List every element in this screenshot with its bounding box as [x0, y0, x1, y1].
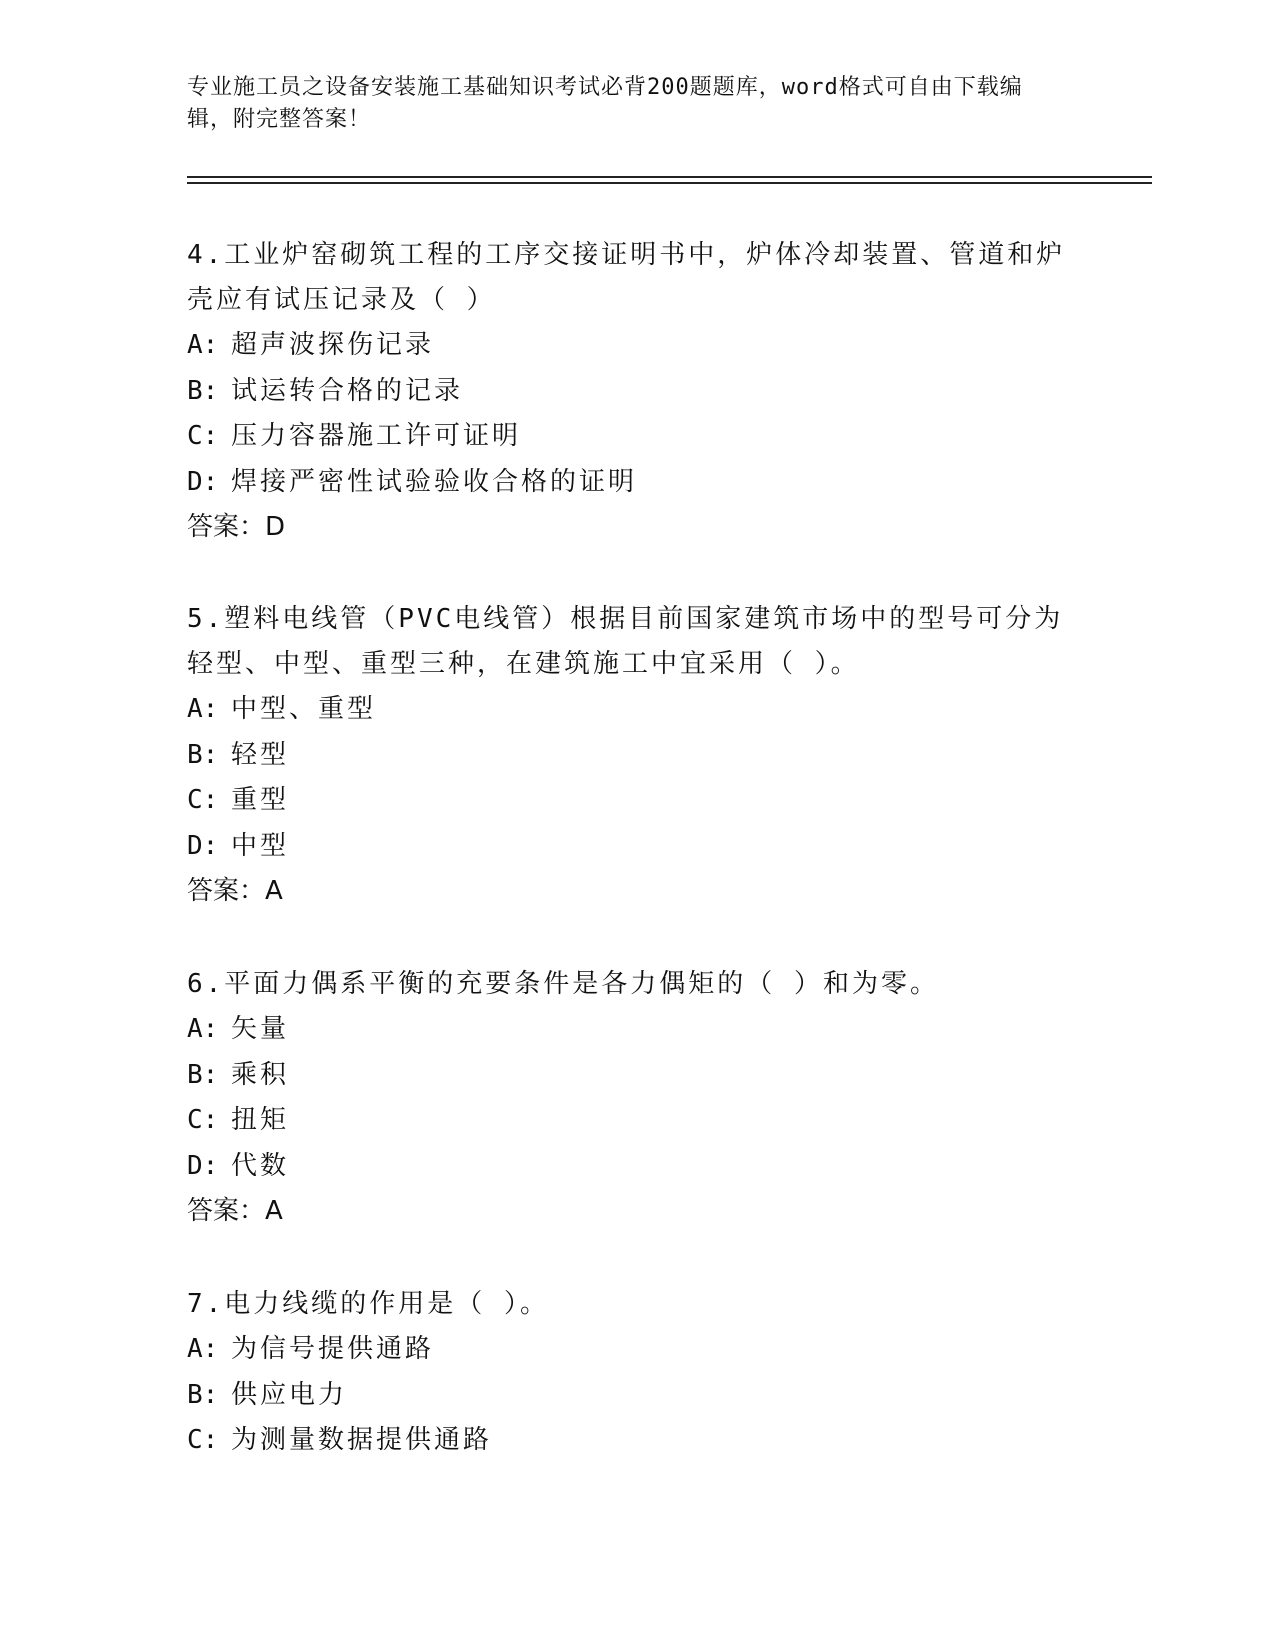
option-letter: C:	[187, 421, 219, 451]
question-5	[187, 597, 1087, 914]
question-stem: 7.电力线缆的作用是（ ）。	[187, 1289, 549, 1319]
option-b	[187, 733, 1087, 779]
option-text: 焊接严密性试验验收合格的证明	[231, 466, 638, 497]
option-letter: C:	[187, 785, 219, 815]
option-text: 为测量数据提供通路	[231, 1425, 493, 1455]
option-letter: B:	[187, 1059, 219, 1090]
option-b	[187, 1373, 1087, 1419]
option-b	[187, 369, 1087, 415]
option-text: 试运转合格的记录	[231, 375, 464, 406]
option-letter: C:	[187, 1425, 219, 1455]
document-header: 专业施工员之设备安装施工基础知识考试必背200题题库，word格式可自由下载编辑，附完整答案！	[187, 75, 1023, 132]
option-letter: D:	[187, 1150, 219, 1181]
option-a	[187, 323, 1087, 369]
question-stem: 6.平面力偶系平衡的充要条件是各力偶矩的（ ）和为零。	[187, 969, 939, 999]
header-divider-bottom	[187, 182, 1152, 184]
option-text: 为信号提供通路	[231, 1334, 435, 1364]
option-letter: B:	[187, 375, 219, 406]
option-text: 超声波探伤记录	[231, 330, 435, 360]
option-text: 中型	[231, 830, 290, 861]
answer-line: 答案：A	[187, 1196, 283, 1226]
answer-line: 答案：D	[187, 512, 286, 542]
option-text: 矢量	[231, 1014, 290, 1044]
option-a	[187, 1007, 1087, 1053]
option-text: 重型	[231, 785, 290, 815]
option-text: 扭矩	[231, 1105, 290, 1135]
question-6	[187, 962, 1087, 1234]
option-c	[187, 1418, 1087, 1464]
option-letter: B:	[187, 739, 219, 770]
option-text: 轻型	[231, 739, 290, 770]
option-text: 乘积	[231, 1059, 290, 1090]
option-letter: B:	[187, 1379, 219, 1410]
option-c	[187, 1098, 1087, 1144]
option-text: 供应电力	[231, 1379, 348, 1410]
question-7	[187, 1282, 1087, 1464]
option-letter: C:	[187, 1105, 219, 1135]
option-text: 压力容器施工许可证明	[231, 421, 522, 451]
question-stem: 4.工业炉窑砌筑工程的工序交接证明书中，炉体冷却装置、管道和炉壳应有试压记录及（ ）	[187, 240, 1066, 315]
option-letter: A:	[187, 1014, 219, 1044]
option-a	[187, 687, 1087, 733]
option-d	[187, 824, 1087, 870]
answer-line: 答案：A	[187, 876, 283, 906]
question-4	[187, 233, 1087, 550]
option-letter: A:	[187, 694, 219, 724]
option-d	[187, 1144, 1087, 1190]
option-text: 代数	[231, 1150, 290, 1181]
option-c	[187, 778, 1087, 824]
option-text: 中型、重型	[231, 694, 377, 724]
option-letter: A:	[187, 1334, 219, 1364]
header-divider-top	[187, 176, 1152, 178]
option-letter: D:	[187, 830, 219, 861]
option-letter: A:	[187, 330, 219, 360]
option-b	[187, 1053, 1087, 1099]
question-stem: 5.塑料电线管（PVC电线管）根据目前国家建筑市场中的型号可分为轻型、中型、重型三种，在建筑施工中宜采用（ ）。	[187, 604, 1064, 679]
option-d	[187, 460, 1087, 506]
option-letter: D:	[187, 466, 219, 497]
option-a	[187, 1327, 1087, 1373]
option-c	[187, 414, 1087, 460]
